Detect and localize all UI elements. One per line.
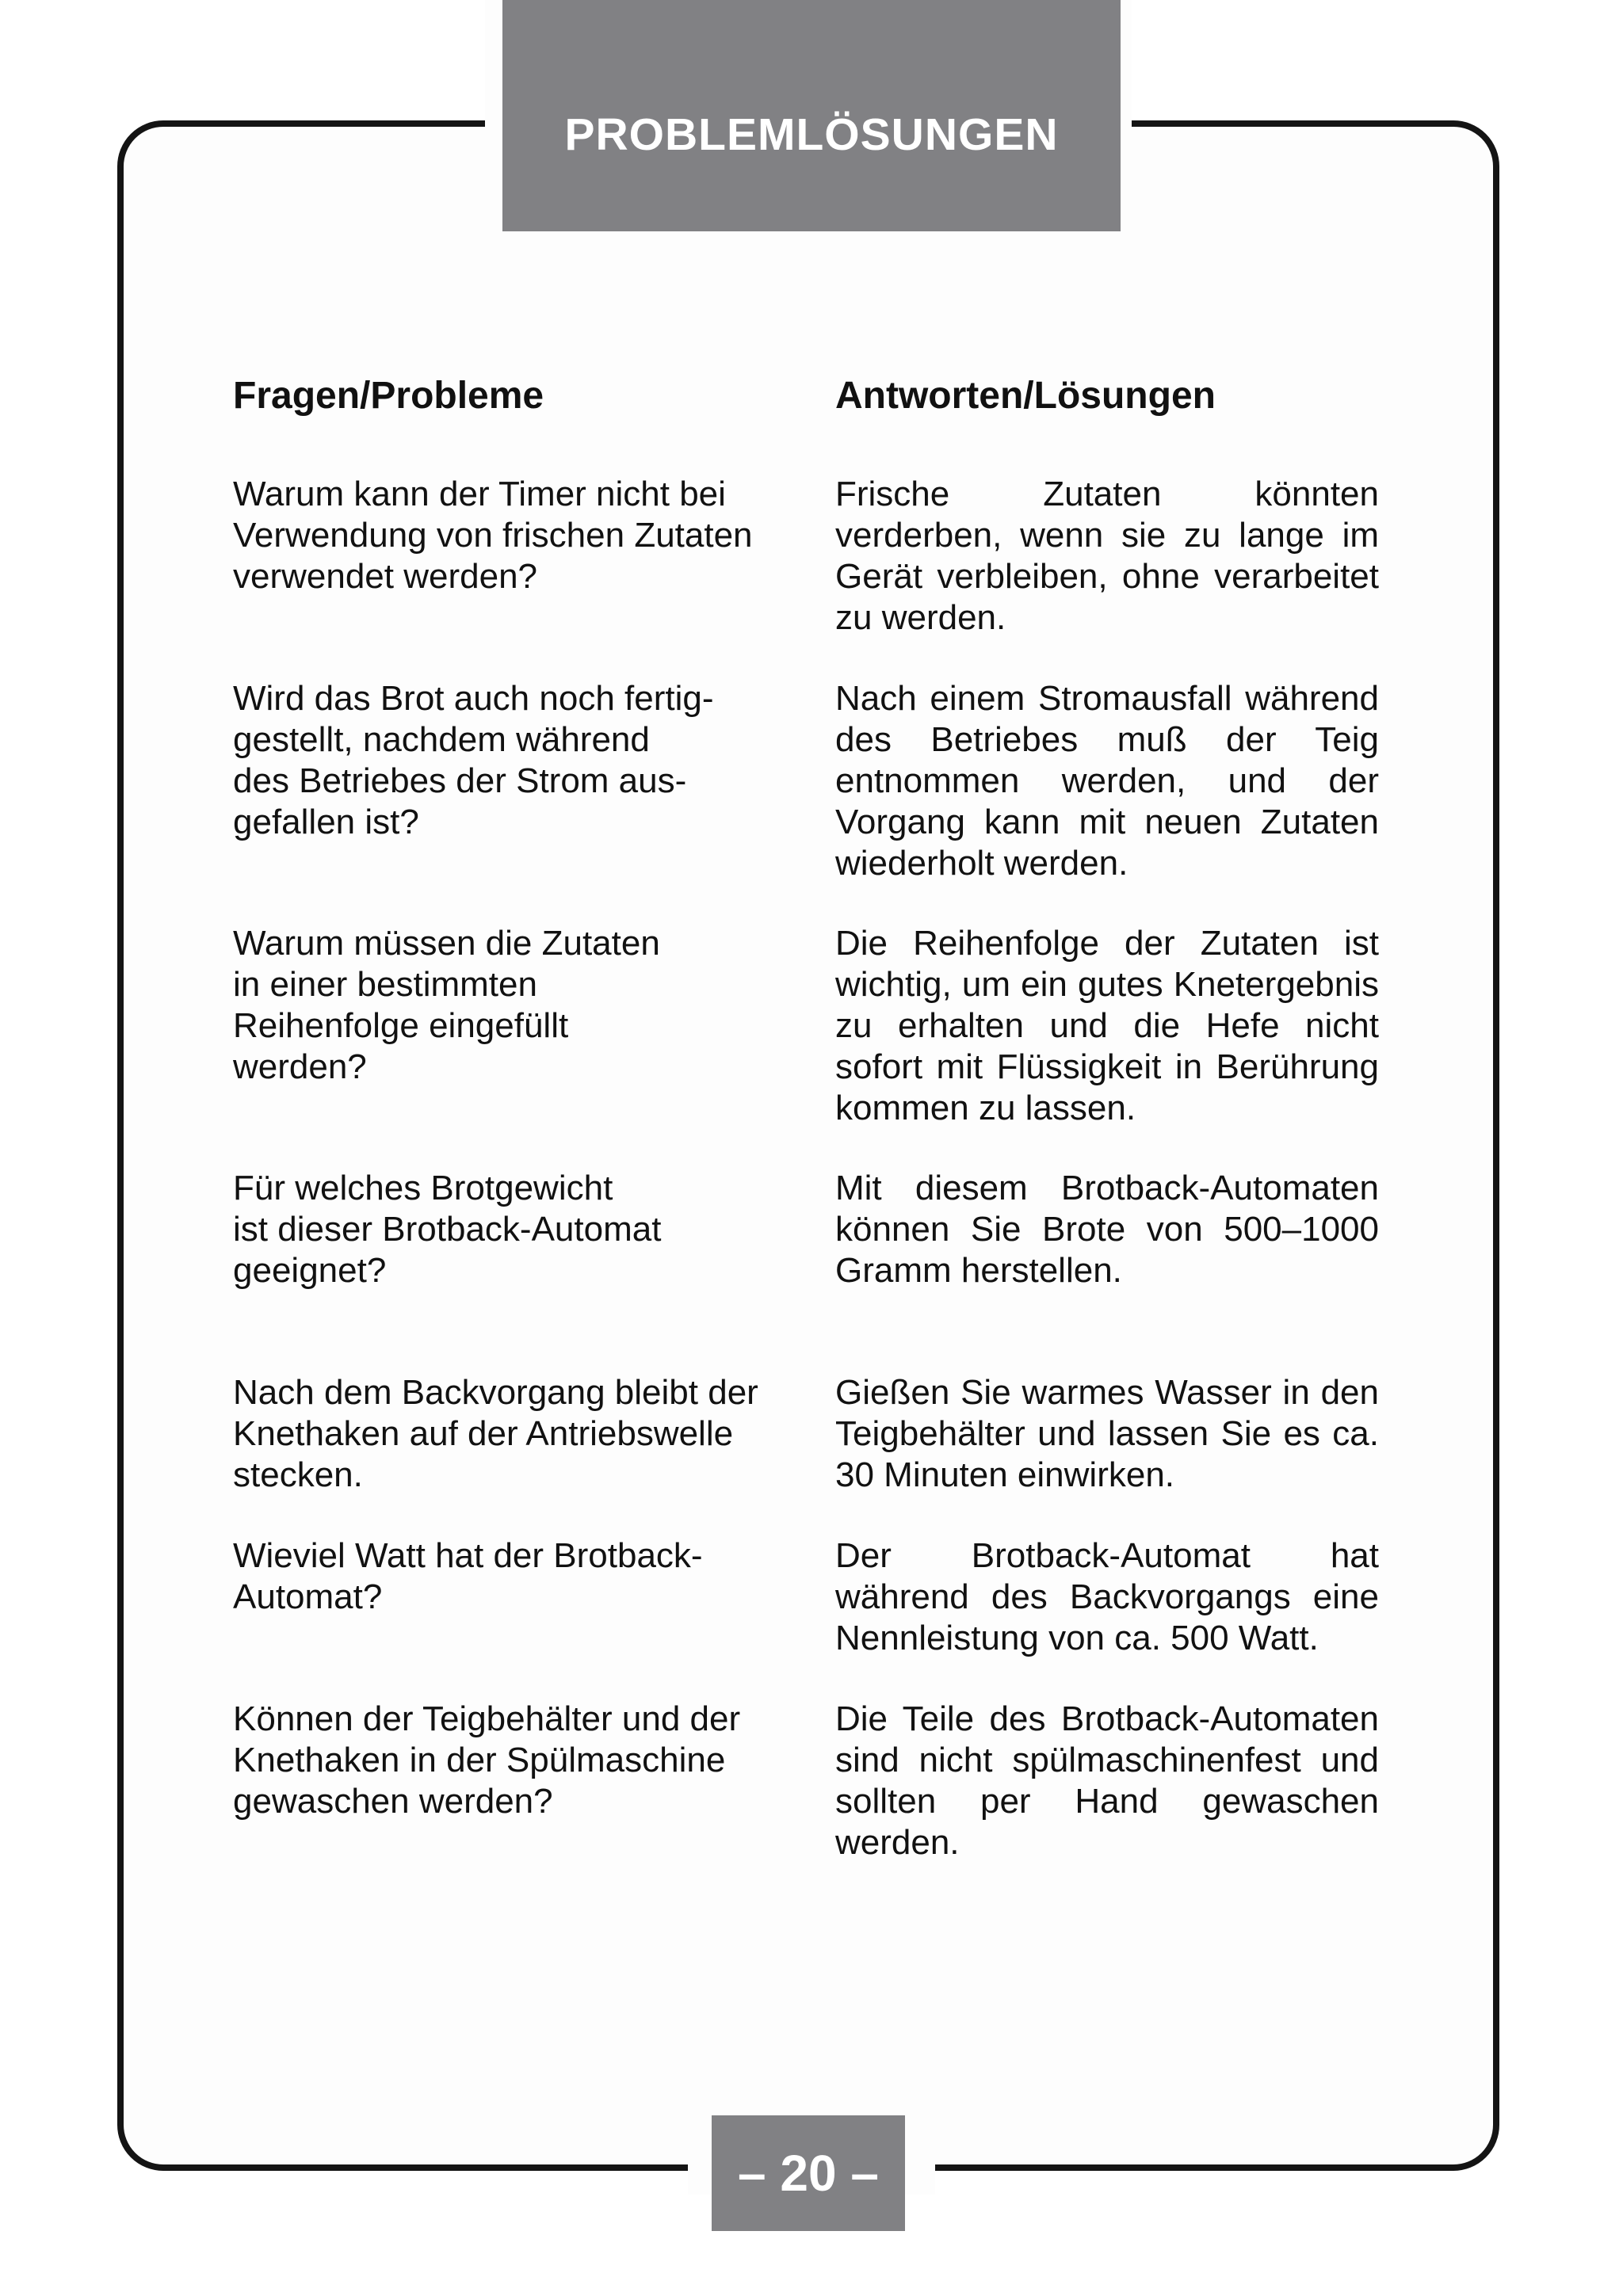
faq-answer-3: Die Reihenfolge der Zutaten ist wichtig, um ein gutes Knetergebnis zu erhalten und die Hefe nicht sofort mit Flüssigkeit in Berührung kommen zu lassen. <box>835 924 1379 1127</box>
page-number: – 20 – <box>712 2115 905 2231</box>
faq-answer-6: Der Brotback-Automat hat während des Backvorgangs eine Nennleistung von ca. 500 Watt. <box>835 1536 1379 1657</box>
faq-answer-4: Mit diesem Brotback-Automaten können Sie Brote von 500–1000 Gramm herstellen. <box>835 1169 1379 1290</box>
faq-question-6: Wieviel Watt hat der Brotback- Automat? <box>233 1536 703 1616</box>
faq-question-3: Warum müssen die Zutaten in einer bestimmten Reihenfolge eingefüllt werden? <box>233 924 660 1086</box>
faq-answer-5: Gießen Sie warmes Wasser in den Teigbehälter und lassen Sie es ca. 30 Minuten einwirken. <box>835 1373 1379 1494</box>
faq-question-7: Können der Teigbehälter und der Knethaken in der Spülmaschine gewaschen werden? <box>233 1699 741 1821</box>
faq-answer-7: Die Teile des Brotback-Automaten sind nicht spülmaschinenfest und sollten per Hand gewaschen werden. <box>835 1699 1379 1862</box>
page-title: PROBLEMLÖSUNGEN <box>502 0 1121 231</box>
faq-question-1: Warum kann der Timer nicht bei Verwendung von frischen Zutaten verwendet werden? <box>233 475 753 596</box>
faq-answer-2: Nach einem Stromausfall während des Betriebes muß der Teig entnommen werden, und der Vorgang kann mit neuen Zutaten wiederholt werden. <box>835 679 1379 883</box>
answers-heading: Antworten/Lösungen <box>835 375 1216 417</box>
faq-question-2: Wird das Brot auch noch fertig- gestellt, nachdem während des Betriebes der Strom aus- gefallen ist? <box>233 679 714 841</box>
faq-question-4: Für welches Brotgewicht ist dieser Brotback-Automat geeignet? <box>233 1169 662 1290</box>
faq-answer-1: Frische Zutaten könnten verderben, wenn sie zu lange im Gerät verbleiben, ohne verarbeitet zu werden. <box>835 475 1379 637</box>
questions-heading: Fragen/Probleme <box>233 375 544 417</box>
faq-question-5: Nach dem Backvorgang bleibt der Knethaken auf der Antriebswelle stecken. <box>233 1373 758 1494</box>
